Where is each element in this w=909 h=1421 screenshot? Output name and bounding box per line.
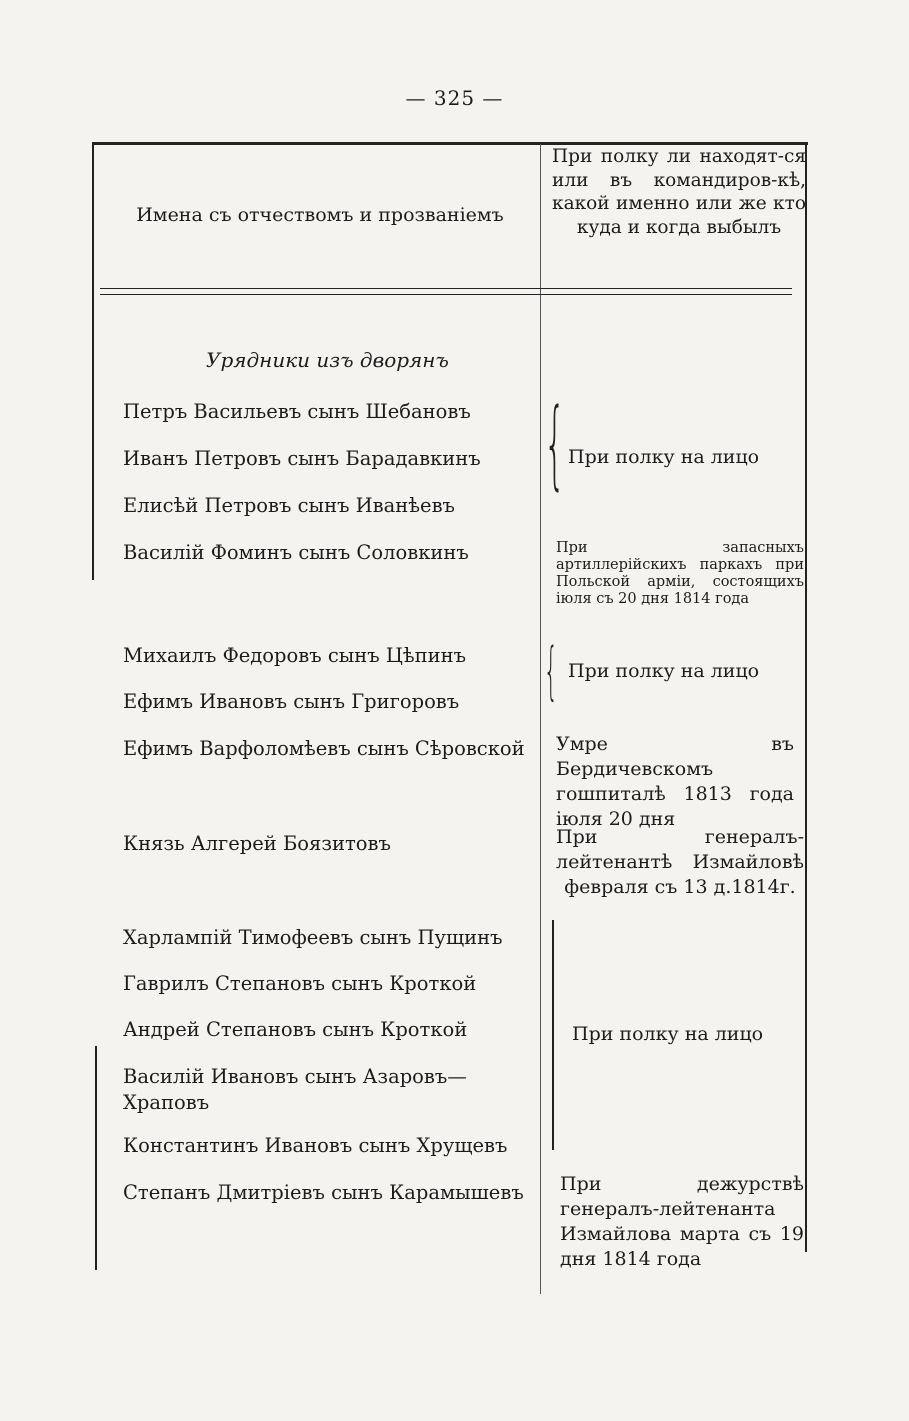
name-entry: Князь Алгерей Боязитовъ [123,832,391,855]
name-entry: Гаврилъ Степановъ сынъ Кроткой [123,972,477,995]
header-double-rule-bottom [100,294,792,295]
table-left-border [92,142,94,580]
section-heading: Урядники изъ дворянъ [206,348,449,372]
status-entry: При генералъ-лейтенантѣ Измайловѣ февраля съ 13 д.1814г. [556,826,804,898]
header-double-rule-top [100,288,792,289]
name-entry: Елисѣй Петровъ сынъ Иванѣевъ [123,494,455,517]
table-left-border-lower [95,1046,97,1270]
group-bracket-line [552,920,554,1150]
name-entry: Василiй Фоминъ сынъ Соловкинъ [123,541,469,564]
table-right-border [805,142,807,1252]
status-entry: При полку на лицо [568,660,760,682]
name-entry: Михаилъ Федоровъ сынъ Цѣпинъ [123,644,467,667]
name-entry: Андрей Степановъ сынъ Кроткой [123,1018,468,1041]
name-entry: Степанъ Дмитрiевъ сынъ Карамышевъ [123,1181,524,1204]
table-column-divider [540,144,541,1294]
page-number: — 325 — [405,86,504,110]
name-entry: Ефимъ Ивановъ сынъ Григоровъ [123,690,460,713]
status-entry: При полку на лицо [568,446,760,468]
group-brace: { [544,388,566,500]
name-entry: Харлампiй Тимофеевъ сынъ Пущинъ [123,926,503,949]
status-entry: При запасныхъ артиллерiйскихъ паркахъ при Польской армiи, состоящихъ iюля съ 20 дня 1814 года [556,540,804,607]
header-status-column: При полку ли находят-ся или въ командиров-кѣ, какой именно или же кто куда и когда выбылъ [552,146,806,238]
name-entry: Иванъ Петровъ сынъ Барадавкинъ [123,447,481,470]
name-entry: Петръ Васильевъ сынъ Шебановъ [123,400,471,423]
group-brace: { [544,634,558,707]
name-entry: Василiй Ивановъ сынъ Азаровъ—Храповъ [123,1065,467,1114]
status-entry: При полку на лицо [572,1023,764,1045]
name-entry: Ефимъ Варфоломѣевъ сынъ Сѣровской [123,737,525,760]
status-entry: При дежурствѣ генералъ-лейтенанта Измайлова марта съ 19 дня 1814 года [560,1173,804,1270]
name-entry: Константинъ Ивановъ сынъ Хрущевъ [123,1134,508,1157]
status-entry: Умре въ Бердичевскомъ гошпиталѣ 1813 года iюля 20 дня [556,733,794,830]
header-names-column: Имена съ отчествомъ и прозванiемъ [136,204,504,226]
